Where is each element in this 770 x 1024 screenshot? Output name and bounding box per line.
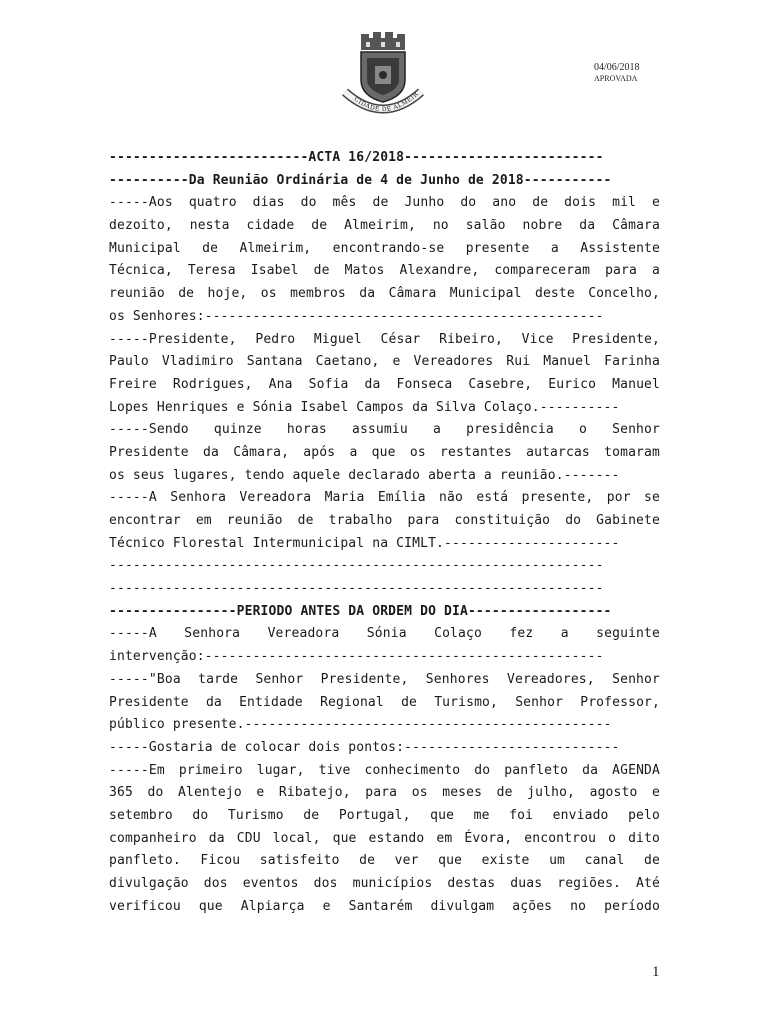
document-title: -------------------------ACTA 16/2018------------------------- bbox=[109, 150, 604, 165]
text-line: -----Gostaria de colocar dois pontos:--------------------------- bbox=[109, 739, 620, 755]
text-line: Paulo Vladimiro Santana Caetano, e Vereadores Rui Manuel Farinha bbox=[109, 354, 660, 370]
crest-ribbon-text: CIDADE DE ALMEIR bbox=[352, 90, 421, 114]
text-line: encontrar em reunião de trabalho para constituição do Gabinete bbox=[109, 513, 660, 528]
document-subtitle: ----------Da Reunião Ordinária de 4 de Junho de 2018----------- bbox=[109, 172, 612, 188]
text-line: divulgação dos eventos dos municípios destas duas regiões. Até bbox=[109, 876, 660, 891]
text-line: Freire Rodrigues, Ana Sofia da Fonseca Casebre, Eurico Manuel bbox=[109, 376, 660, 392]
separator-line: -------------------------------------------------------------- bbox=[109, 558, 604, 574]
text-line: -----A Senhora Vereadora Sónia Colaço fez a seguinte bbox=[109, 626, 660, 642]
text-line: Técnica, Teresa Isabel de Matos Alexandre, compareceram para a bbox=[109, 263, 660, 279]
minutes-body bbox=[109, 147, 660, 918]
municipal-crest-logo bbox=[331, 30, 435, 122]
separator-line: -------------------------------------------------------------- bbox=[109, 581, 604, 597]
text-line: Técnico Florestal Intermunicipal na CIMLT.---------------------- bbox=[109, 535, 620, 551]
text-line: Lopes Henriques e Sónia Isabel Campos da Silva Colaço.---------- bbox=[109, 399, 620, 415]
text-line: -----Presidente, Pedro Miguel César Ribeiro, Vice Presidente, bbox=[109, 331, 660, 347]
text-line: 365 do Alentejo e Ribatejo, para os meses de julho, agosto e bbox=[109, 785, 660, 801]
crest-icon bbox=[331, 30, 435, 122]
page-number: 1 bbox=[652, 964, 660, 980]
text-line: -----Em primeiro lugar, tive conhecimento do panfleto da AGENDA bbox=[109, 762, 660, 778]
text-line: os Senhores:-------------------------------------------------- bbox=[109, 308, 604, 324]
approval-stamp bbox=[594, 62, 640, 84]
text-line: Municipal de Almeirim, encontrando-se presente a Assistente bbox=[109, 240, 660, 256]
text-line: Presidente da Câmara, após a que os restantes autarcas tomaram bbox=[109, 444, 660, 460]
text-line: dezoito, nesta cidade de Almeirim, no salão nobre da Câmara bbox=[109, 218, 660, 234]
text-line: público presente.---------------------------------------------- bbox=[109, 717, 612, 733]
text-line: verificou que Alpiarça e Santarém divulgam ações no período bbox=[109, 898, 660, 914]
section-heading: ----------------PERIODO ANTES DA ORDEM DO DIA------------------ bbox=[109, 603, 612, 619]
text-line: reunião de hoje, os membros da Câmara Municipal deste Concelho, bbox=[109, 286, 660, 302]
text-line: intervenção:-------------------------------------------------- bbox=[109, 649, 604, 665]
text-line: panfleto. Ficou satisfeito de ver que existe um canal de bbox=[109, 853, 660, 869]
text-line: Presidente da Entidade Regional de Turismo, Senhor Professor, bbox=[109, 694, 660, 710]
text-line: -----A Senhora Vereadora Maria Emília não está presente, por se bbox=[109, 490, 660, 506]
text-line: -----"Boa tarde Senhor Presidente, Senhores Vereadores, Senhor bbox=[109, 671, 660, 687]
text-line: -----Sendo quinze horas assumiu a presidência o Senhor bbox=[109, 422, 660, 438]
text-line: setembro do Turismo de Portugal, que me foi enviado pelo bbox=[109, 807, 660, 823]
text-line: os seus lugares, tendo aquele declarado aberta a reunião.------- bbox=[109, 467, 620, 483]
text-line: -----Aos quatro dias do mês de Junho do ano de dois mil e bbox=[109, 195, 660, 211]
text-line: companheiro da CDU local, que estando em Évora, encontrou o dito bbox=[109, 830, 660, 846]
stamp-status: APROVADA bbox=[594, 74, 638, 83]
stamp-date: 04/06/2018 bbox=[594, 62, 640, 73]
